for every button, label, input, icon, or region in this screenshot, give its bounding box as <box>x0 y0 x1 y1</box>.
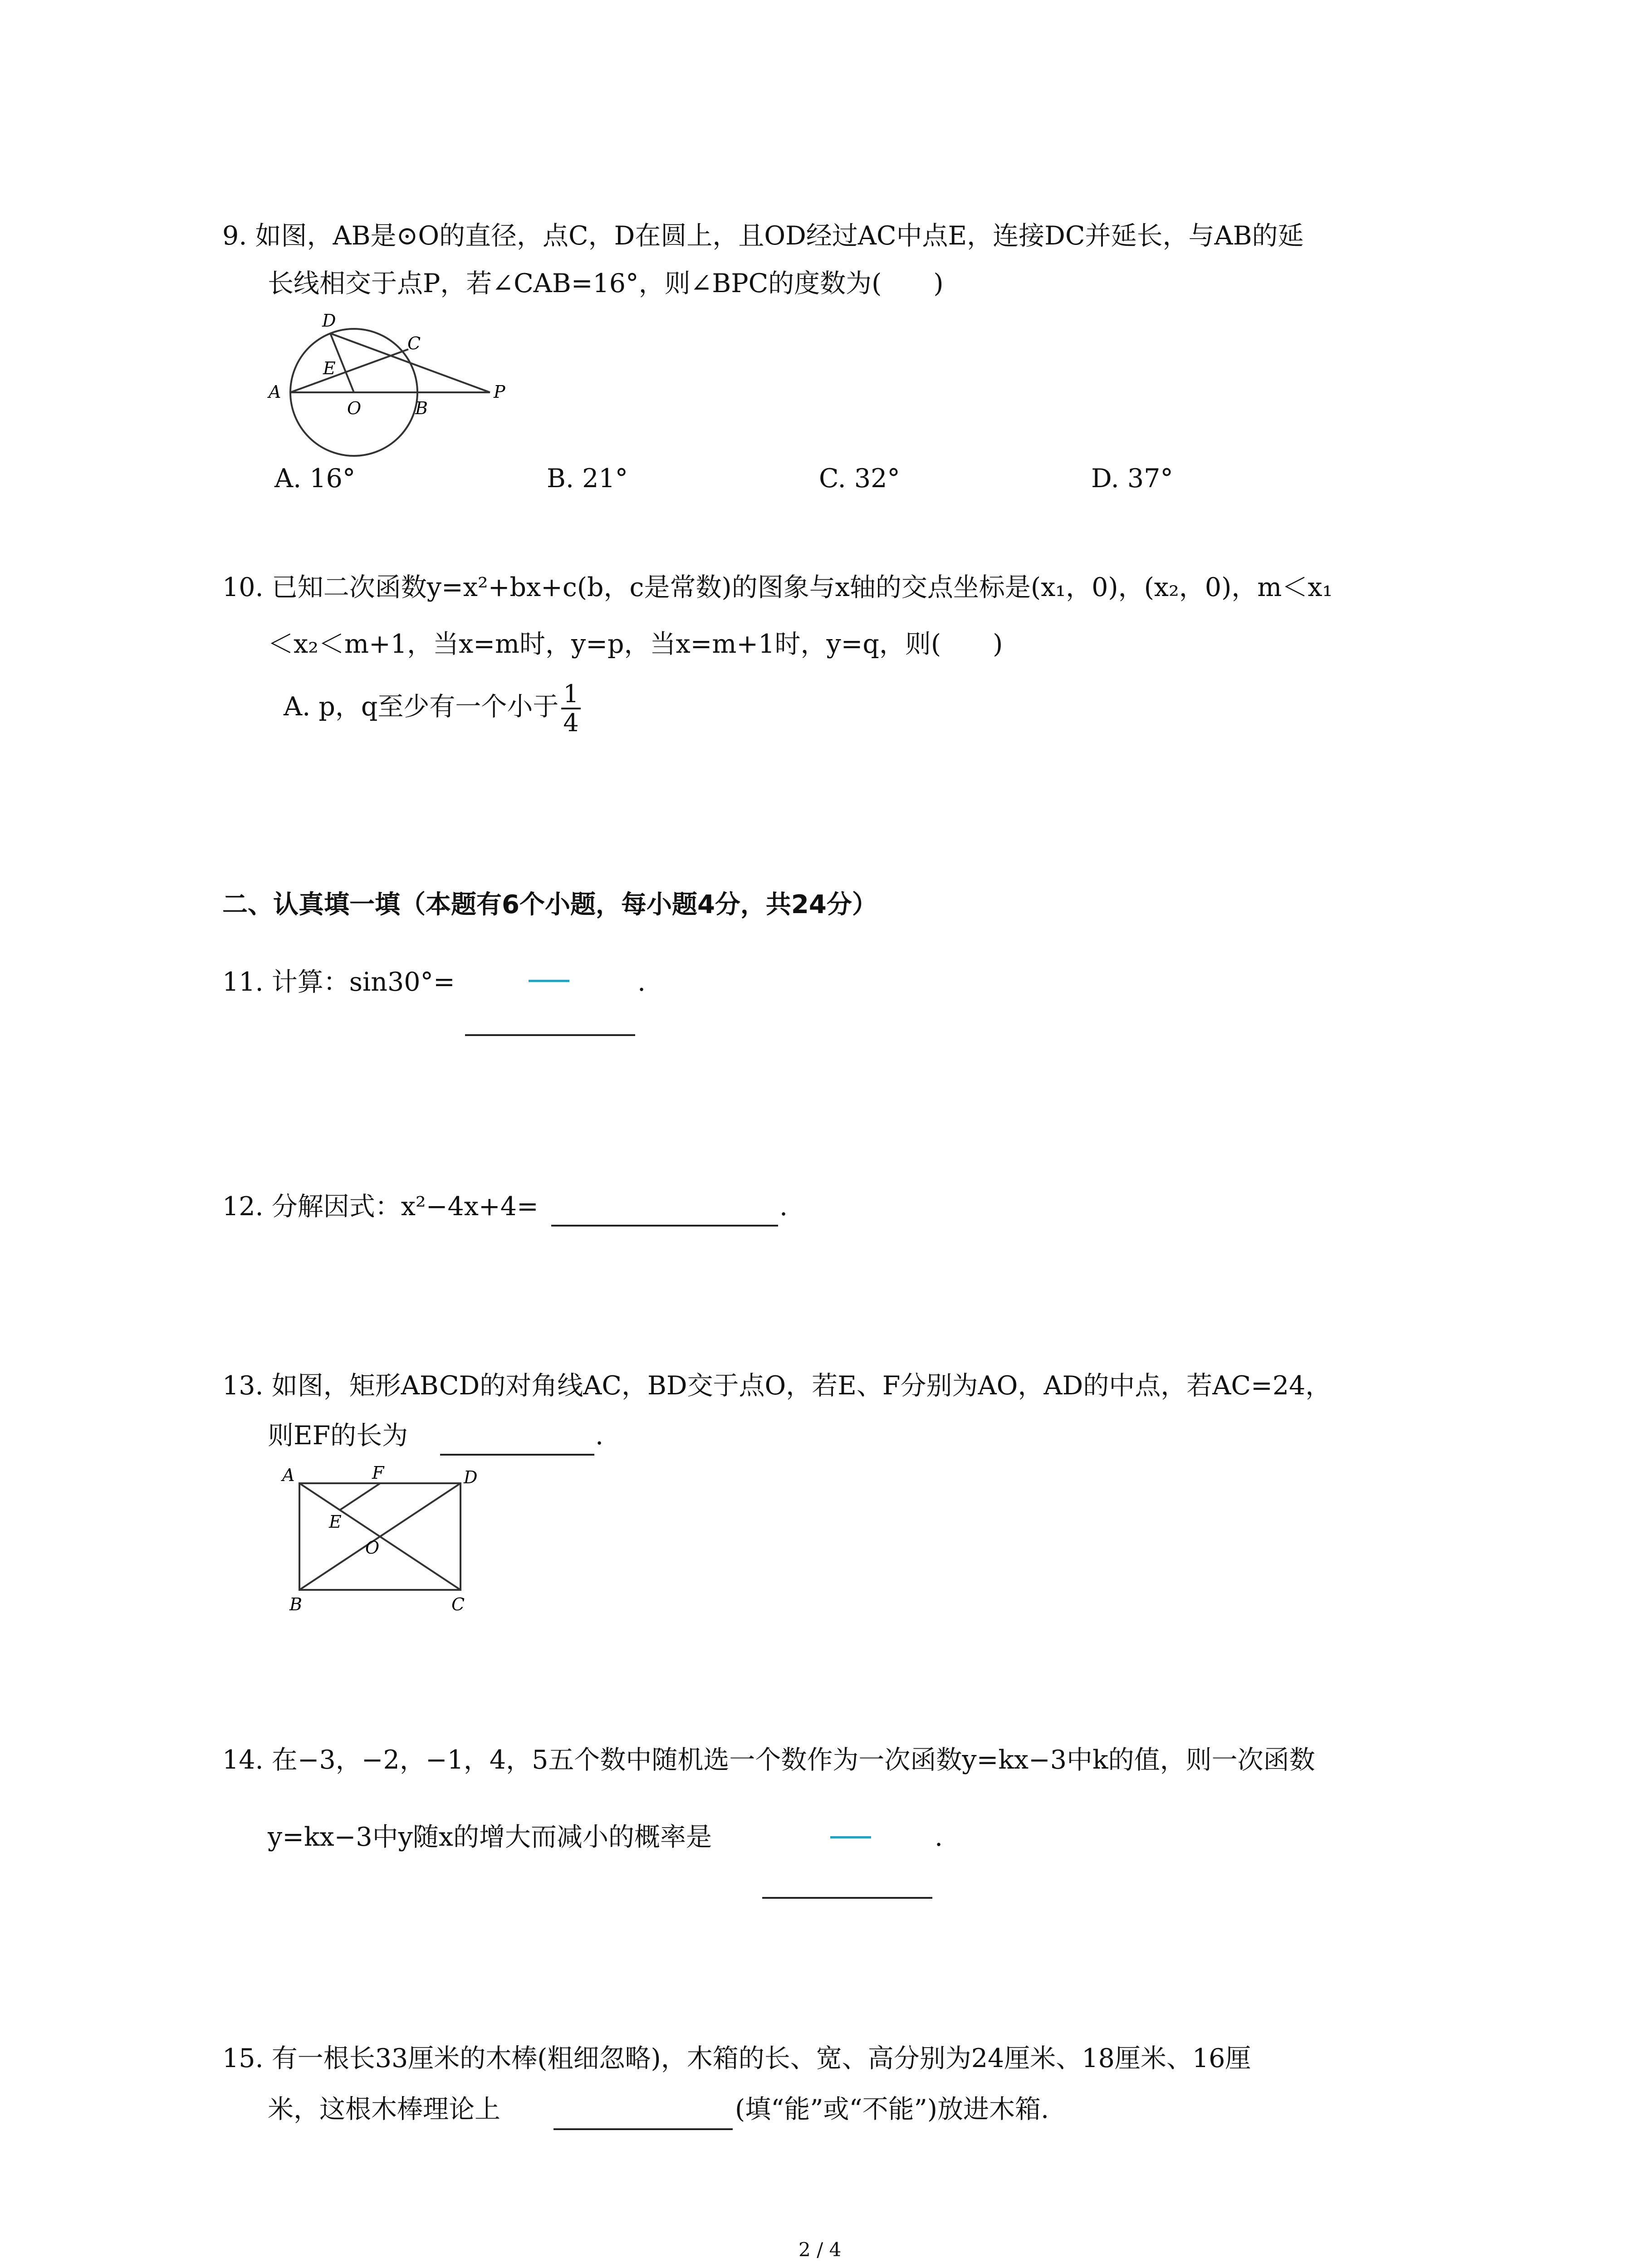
segment-ef <box>340 1483 380 1510</box>
q12-question: 12. 分解因式：x²−4x+4= <box>222 1192 539 1222</box>
q9-option-b[interactable]: B. 21° <box>547 464 628 494</box>
q15-line2-end: (填“能”或“不能”)放进木箱. <box>735 2094 1049 2124</box>
q14-line2: y=kx−3中y随x的增大而减小的概率是 <box>268 1822 712 1852</box>
q11-period: . <box>637 967 646 997</box>
label-b: B <box>415 398 428 418</box>
q15-answer-blank[interactable] <box>554 2128 733 2130</box>
label-c: C <box>451 1594 465 1614</box>
q11-answer-dash <box>529 980 569 982</box>
q14-answer-blank[interactable] <box>762 1897 932 1899</box>
line-ac <box>290 349 408 392</box>
q13-answer-blank[interactable] <box>440 1454 594 1456</box>
label-b: B <box>289 1594 302 1614</box>
q11-question: 11. 计算：sin30°= <box>222 967 455 997</box>
q10-option-a[interactable]: A. p，q至少有一个小于 $\frac{1}{4}$ <box>284 680 581 737</box>
label-a: A <box>282 1465 295 1485</box>
label-f: F <box>372 1463 384 1483</box>
q9-circle-figure <box>263 306 526 460</box>
page-number: 2 / 4 <box>798 2239 842 2261</box>
label-p: P <box>494 382 505 402</box>
q14-period: . <box>935 1822 943 1852</box>
label-e: E <box>323 358 336 378</box>
q13-rectangle-figure <box>277 1458 513 1615</box>
label-a: A <box>269 382 281 402</box>
q9-option-d[interactable]: D. 37° <box>1091 464 1173 494</box>
q15-line1: 15. 有一根长33厘米的木棒(粗细忽略)，木箱的长、宽、高分别为24厘米、18厘米、16厘 <box>222 2043 1251 2073</box>
q9-line1: 9. 如图，AB是⊙O的直径，点C，D在圆上，且OD经过AC中点E，连接DC并延长，与AB的延 <box>222 221 1304 251</box>
section-2-heading: 二、认真填一填（本题有6个小题，每小题4分，共24分） <box>222 890 877 919</box>
q9-option-c[interactable]: C. 32° <box>819 464 900 494</box>
q15-line2-start: 米，这根木棒理论上 <box>268 2094 500 2124</box>
label-o: O <box>347 398 362 418</box>
q14-answer-dash <box>830 1836 871 1838</box>
q12-answer-blank[interactable] <box>551 1225 778 1227</box>
label-o: O <box>365 1538 380 1558</box>
q10-line2: ＜x₂＜m+1，当x=m时，y=p，当x=m+1时，y=q，则( ) <box>268 629 1003 659</box>
q10-line1: 10. 已知二次函数y=x²+bx+c(b，c是常数)的图象与x轴的交点坐标是(x₁，0)，(x₂，0)，m＜x₁ <box>222 572 1333 602</box>
q9-option-a[interactable]: A. 16° <box>274 464 356 494</box>
label-d: D <box>464 1467 478 1487</box>
q12-period: . <box>779 1192 788 1222</box>
label-e: E <box>329 1512 342 1532</box>
q9-line2: 长线相交于点P，若∠CAB=16°，则∠BPC的度数为( ) <box>268 269 944 298</box>
label-c: C <box>407 333 421 353</box>
fraction-one-quarter: $\frac{1}{4}$ <box>561 680 580 737</box>
label-d: D <box>322 311 336 331</box>
q14-line1: 14. 在−3，−2，−1，4，5五个数中随机选一个数作为一次函数y=kx−3中k的值，则一次函数 <box>222 1745 1315 1775</box>
q13-line2: 则EF的长为 <box>268 1421 408 1451</box>
q13-line1: 13. 如图，矩形ABCD的对角线AC，BD交于点O，若E、F分别为AO，AD的中点，若AC=24， <box>222 1371 1332 1401</box>
q13-period: . <box>595 1421 604 1451</box>
q11-answer-blank[interactable] <box>465 1034 635 1036</box>
